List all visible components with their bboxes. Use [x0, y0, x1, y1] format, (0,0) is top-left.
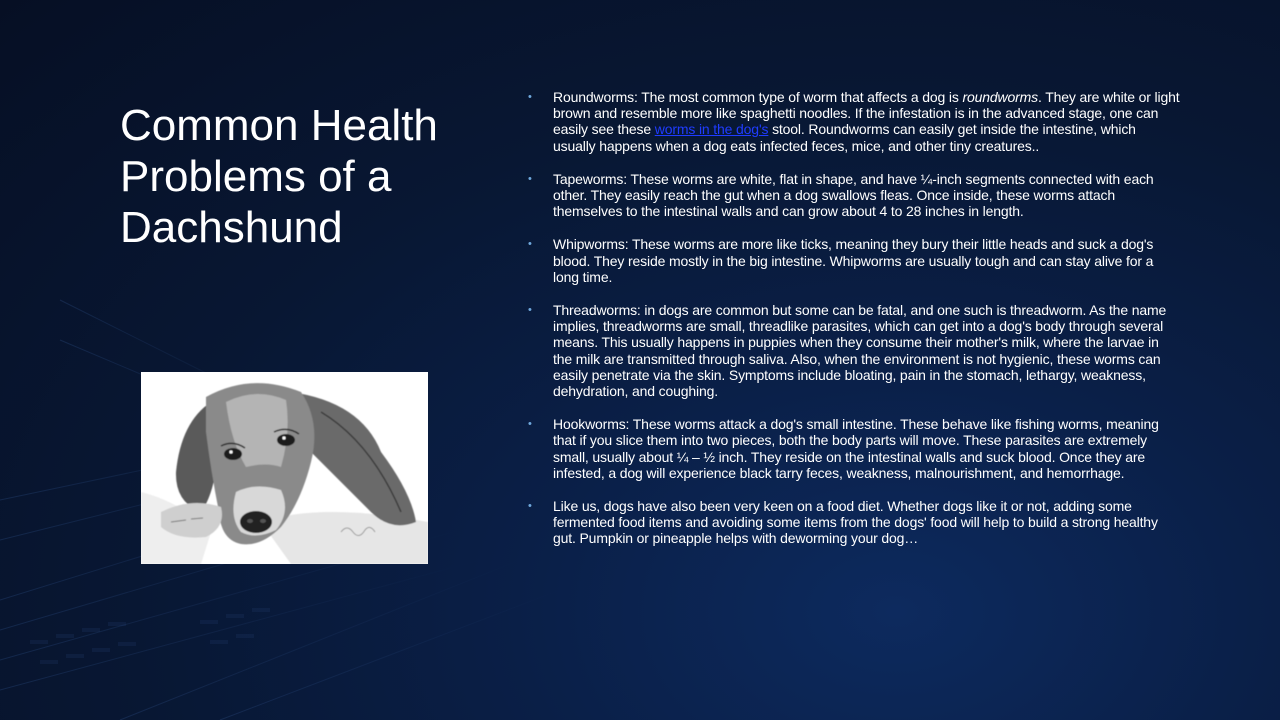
dachshund-photo	[141, 372, 428, 564]
worms-link[interactable]: worms in the dog's	[654, 121, 769, 138]
bullet-icon: •	[528, 91, 532, 103]
item-text: Threadworms: in dogs are common but some can be fatal, and one such is threadworm. As the name implies, threadworms are small, threadlike parasites, which can get into a dog's body through several means. This usually happens in puppies when they consume their mother's milk, where the larvae in the milk are transmitted through saliva. Also, when the environment is not hygienic, these worms can easily penetrate via the skin. Symptoms include bloating, pain in the stomach, lethargy, weakness, dehydration, and coughing.	[553, 302, 1167, 400]
item-text: Roundworms: The most common type of worm that affects a dog is	[553, 89, 963, 105]
list-item	[528, 171, 1180, 220]
list-item	[528, 89, 1180, 154]
list-item	[528, 302, 1180, 399]
health-problems-list	[528, 89, 1180, 564]
item-text: stool. Roundworms can easily get inside the intestine, which usually happens when a dog eats infected feces, mice, and other tiny creatures..	[553, 121, 1136, 154]
bullet-icon: •	[528, 238, 532, 251]
bullet-icon: •	[528, 500, 532, 513]
item-text: Tapeworms: These worms are white, flat in shape, and have ¼-inch segments connected with each other. They easily reach the gut when a dog swallows fleas. Once inside, these worms attach themselves to the intestinal walls and can grow about 4 to 28 inches in length.	[553, 170, 1154, 220]
slide-title: Common Health Problems of a Dachshund	[120, 101, 438, 252]
dachshund-sketch-icon	[141, 372, 428, 564]
bullet-icon: •	[528, 172, 532, 185]
item-emphasis: roundworms	[962, 89, 1038, 105]
item-text: Whipworms: These worms are more like ticks, meaning they bury their little heads and suck a dog's blood. They reside mostly in the big intestine. Whipworms are usually tough and can stay alive for a long time.	[553, 236, 1154, 285]
item-text: Hookworms: These worms attack a dog's small intestine. These behave like fishing worms, meaning that if you slice them into two pieces, both the body parts will move. These parasites are extremely small, usually about ¼ – ½ inch. They reside on the intestinal walls and suck blood. Once they are infested, a dog will experience black tarry feces, weakness, malnourishment, and hemorrhage.	[553, 416, 1159, 481]
item-text: . They are white or light brown and resemble more like spaghetti noodles. If the infestation is in the advanced stage, one can easily see these	[553, 89, 1180, 138]
list-item	[528, 498, 1180, 547]
list-item	[528, 236, 1180, 285]
bullet-icon: •	[528, 418, 532, 431]
bullet-icon: •	[528, 304, 532, 317]
item-text: Like us, dogs have also been very keen on a food diet. Whether dogs like it or not, adding some fermented food items and avoiding some items from the dogs' food will help to build a strong healthy gut. Pumpkin or pineapple helps with deworming your dog…	[553, 498, 1158, 547]
list-item	[528, 416, 1180, 481]
